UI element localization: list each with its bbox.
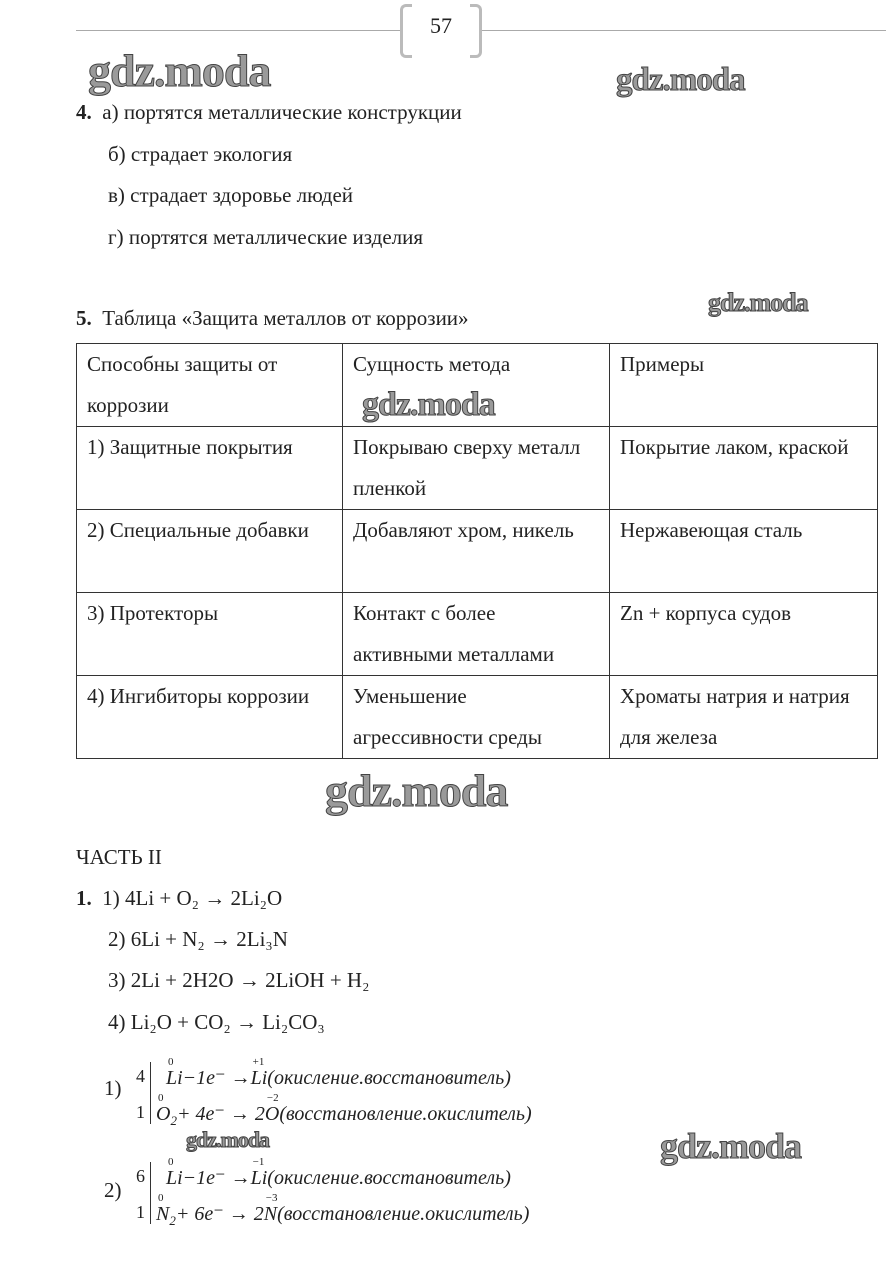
term	[156, 1192, 170, 1225]
watermark: gdz.moda	[708, 288, 808, 317]
balance-coef: 4	[136, 1066, 145, 1086]
watermark: gdz.moda	[362, 386, 495, 423]
task4-item	[76, 100, 462, 124]
balance-coef: 6	[136, 1166, 145, 1186]
term-text: O	[156, 1103, 171, 1125]
table-row	[77, 676, 878, 759]
task4-item: б) страдает экология	[108, 142, 293, 166]
table-cell: Уменьшение агрессивности среды	[343, 676, 610, 759]
oxidation-state: −3	[265, 1192, 278, 1204]
task4-item: г) портятся металлические изделия	[108, 225, 424, 249]
term-text: O	[264, 1103, 280, 1125]
table-header: Сущность метода	[343, 344, 610, 427]
term	[166, 1056, 251, 1089]
reaction: 4) Li₂O + CO₂ → Li₂CO₃	[108, 1010, 325, 1034]
term-text: Li−1e⁻ →	[166, 1167, 251, 1189]
table-row	[77, 427, 878, 510]
term-text: Li	[250, 1167, 268, 1189]
balance-divider	[150, 1162, 151, 1224]
task5-title-text: Таблица «Защита металлов от коррозии»	[102, 306, 469, 330]
watermark: gdz.moda	[325, 765, 508, 816]
watermark: gdz.moda	[186, 1127, 270, 1152]
table-cell: Zn + корпуса судов	[610, 593, 878, 676]
oxidation-state: 0	[158, 1092, 164, 1104]
half-reaction	[156, 1192, 530, 1228]
table-cell: Покрываю сверху металл пленкой	[343, 427, 610, 510]
balance-coef: 1	[136, 1202, 145, 1222]
table-cell: 2) Специальные добавки	[77, 510, 343, 593]
half-reaction	[166, 1056, 511, 1089]
table-cell: Хроматы натрия и натрия для железа	[610, 676, 878, 759]
half-reaction	[156, 1092, 532, 1128]
oxidation-state: 0	[168, 1156, 174, 1168]
subscript: 2	[170, 1113, 177, 1128]
reaction-text: 1) 4Li + O₂ → 2Li₂O	[102, 886, 283, 910]
term-text: + 6e⁻ → 2	[175, 1203, 264, 1225]
oxidation-state: +1	[252, 1056, 265, 1068]
balance-divider	[150, 1062, 151, 1124]
reaction: 3) 2Li + 2H2O → 2LiOH + H₂	[108, 968, 370, 992]
reaction	[76, 886, 282, 910]
table-header: Примеры	[610, 344, 878, 427]
reaction: 2) 6Li + N₂ → 2Li₃N	[108, 927, 288, 951]
term-text: Li−1e⁻ →	[166, 1067, 251, 1089]
task-number: 5.	[76, 306, 92, 330]
task5-title	[76, 306, 469, 330]
table-cell: Контакт с более активными металлами	[343, 593, 610, 676]
subscript: 2	[169, 1213, 176, 1228]
header-rule-left	[76, 30, 400, 31]
part-title: ЧАСТЬ II	[76, 845, 162, 869]
term	[264, 1092, 280, 1125]
watermark: gdz.moda	[616, 62, 745, 98]
table-cell: 3) Протекторы	[77, 593, 343, 676]
table-cell: Добавляют хром, никель	[343, 510, 610, 593]
task-number: 4.	[76, 100, 92, 124]
watermark: gdz.moda	[660, 1126, 802, 1166]
table-row	[77, 593, 878, 676]
term	[250, 1156, 268, 1189]
term	[250, 1056, 268, 1089]
term-text: N	[263, 1203, 278, 1225]
term-text: N	[156, 1203, 170, 1225]
term-text: (окисление.восстановитель)	[267, 1167, 511, 1189]
watermark: gdz.moda	[88, 45, 271, 96]
balance-coef: 1	[136, 1102, 145, 1122]
table-cell: 4) Ингибиторы коррозии	[77, 676, 343, 759]
term-text: (восстановление.окислитель)	[277, 1203, 530, 1225]
table-row	[77, 510, 878, 593]
task4-item: в) страдает здоровье людей	[108, 183, 353, 207]
term	[156, 1092, 171, 1125]
table-header: Способны защиты от коррозии	[77, 344, 343, 427]
half-reaction	[166, 1156, 511, 1189]
oxidation-state: 0	[158, 1192, 164, 1204]
table-cell: 1) Защитные покрытия	[77, 427, 343, 510]
oxidation-state: −1	[252, 1156, 265, 1168]
oxidation-state: 0	[168, 1056, 174, 1068]
term-text: Li	[250, 1067, 268, 1089]
term	[166, 1156, 251, 1189]
term	[263, 1192, 278, 1225]
task-number: 1.	[76, 886, 92, 910]
balance-label: 1)	[104, 1076, 122, 1100]
task4-item-text: а) портятся металлические конструкции	[102, 100, 462, 124]
page-number: 57	[430, 13, 452, 38]
term-text: + 4e⁻ → 2	[176, 1103, 265, 1125]
term-text: (окисление.восстановитель)	[267, 1067, 511, 1089]
table-cell: Нержавеющая сталь	[610, 510, 878, 593]
term-text: (восстановление.окислитель)	[279, 1103, 532, 1125]
balance-label: 2)	[104, 1178, 122, 1202]
header-rule-right	[482, 30, 886, 31]
oxidation-state: −2	[266, 1092, 279, 1104]
table-cell: Покрытие лаком, краской	[610, 427, 878, 510]
